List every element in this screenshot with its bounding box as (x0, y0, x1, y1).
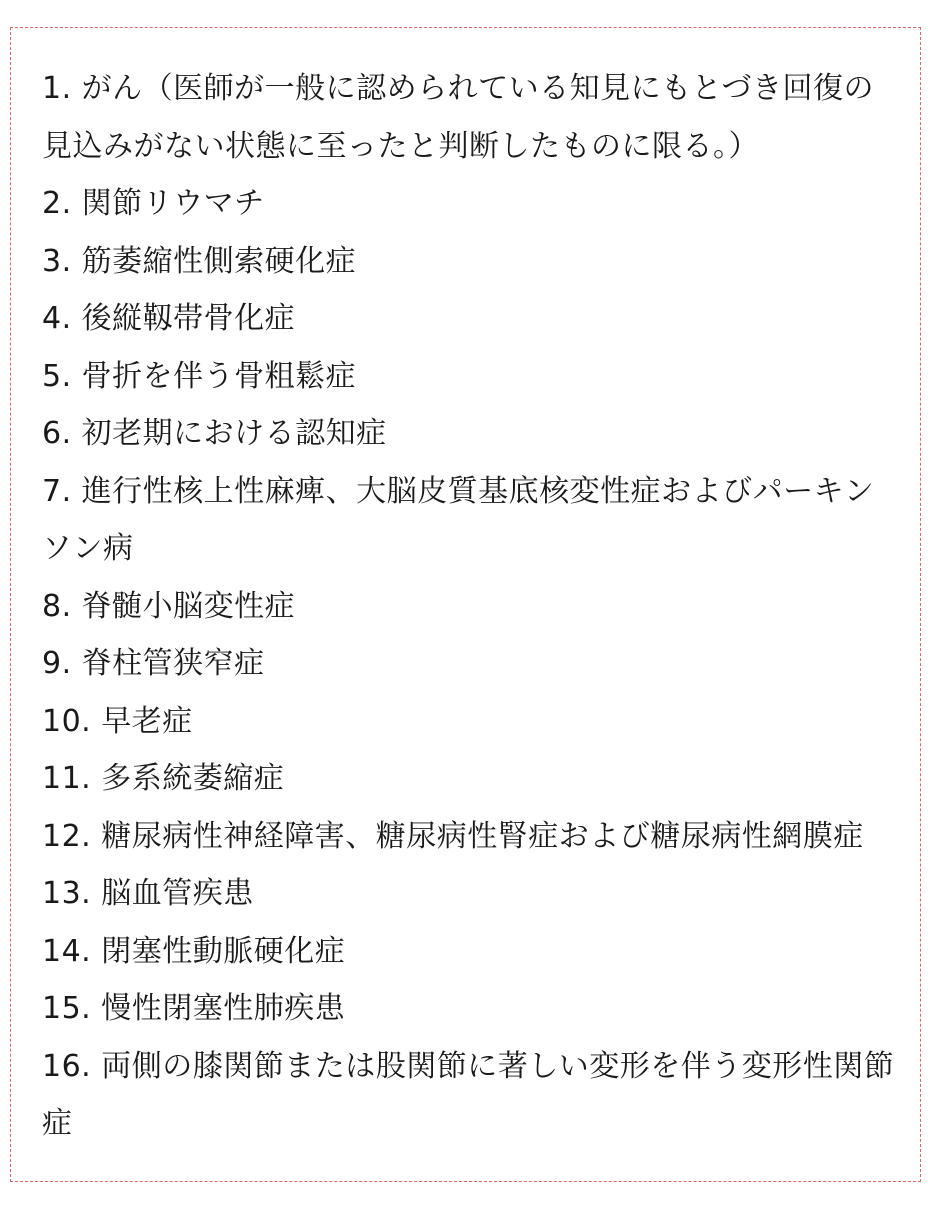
list-item: 11. 多系統萎縮症 (42, 761, 285, 796)
list-item: 13. 脳血管疾患 (42, 876, 254, 911)
list-item: 1. がん（医師が一般に認められている知見にもとづき回復の見込みがない状態に至ったと判断したものに限る。） (42, 71, 875, 164)
list-item: 14. 閉塞性動脈硬化症 (42, 933, 346, 969)
list-item: 15. 慢性閉塞性肺疾患 (42, 991, 346, 1026)
disease-list (42, 60, 902, 1153)
list-item: 16. 両側の膝関節または股関節に著しい変形を伴う変形性関節症 (42, 1048, 895, 1141)
list-item: 6. 初老期における認知症 (42, 416, 387, 451)
list-item: 7. 進行性核上性麻痺、大脳皮質基底核変性症およびパーキンソン病 (42, 473, 875, 566)
list-item: 10. 早老症 (42, 703, 193, 739)
list-item: 9. 脊柱管狭窄症 (42, 646, 265, 681)
list-item: 12. 糖尿病性神経障害、糖尿病性腎症および糖尿病性網膜症 (42, 818, 864, 854)
list-item: 3. 筋萎縮性側索硬化症 (42, 243, 357, 279)
list-item: 2. 関節リウマチ (42, 186, 265, 221)
list-item: 5. 骨折を伴う骨粗鬆症 (42, 358, 357, 394)
list-item: 4. 後縦靱帯骨化症 (42, 301, 296, 336)
list-item: 8. 脊髄小脳変性症 (42, 588, 296, 624)
